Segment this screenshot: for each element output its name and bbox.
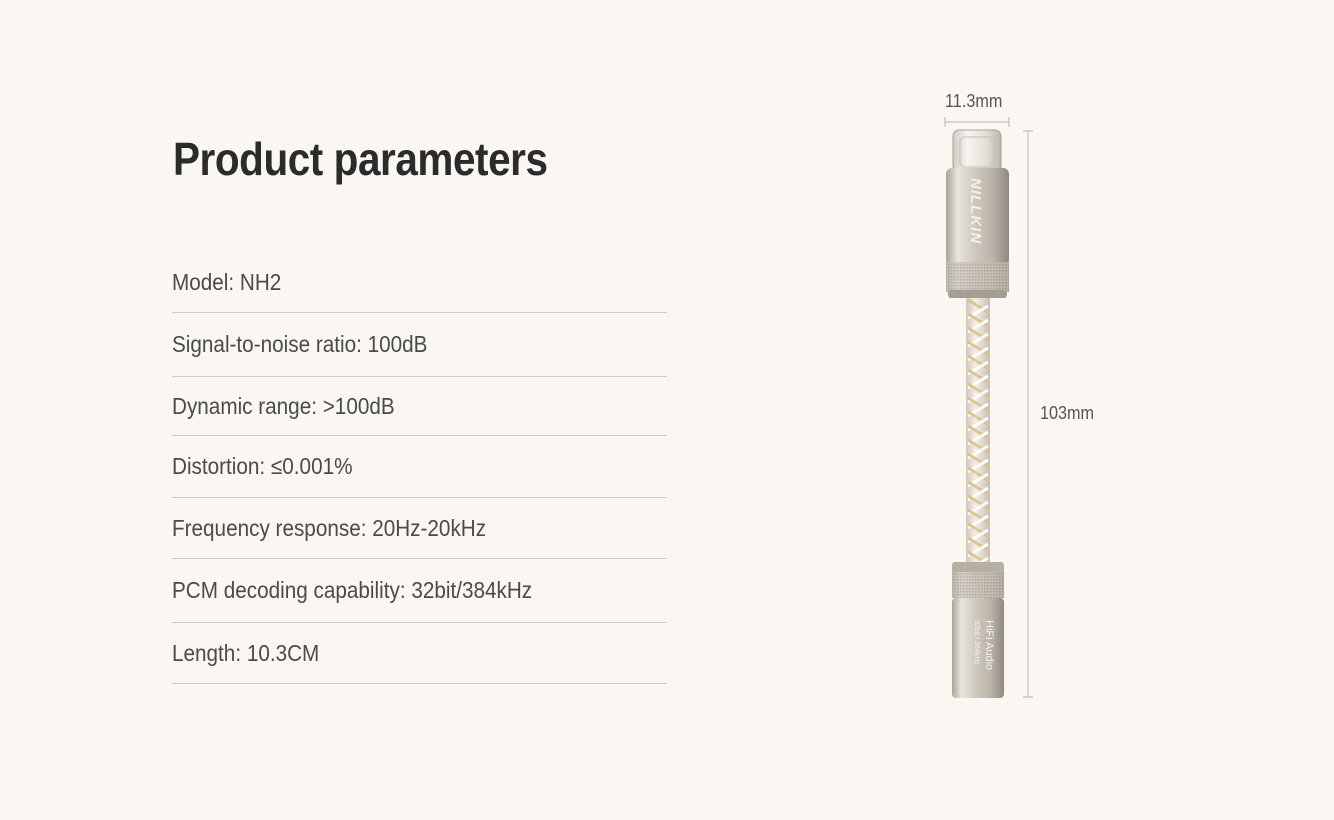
length-dimension-label: 103mm (1040, 403, 1095, 423)
param-row-snr: Signal-to-noise ratio: 100dB (172, 313, 667, 377)
usb-c-plug (953, 130, 1001, 172)
usb-c-housing (946, 168, 1009, 298)
param-row-dynamic-range: Dynamic range: >100dB (172, 377, 667, 436)
nillkin-logo: NILLKIN (967, 178, 984, 245)
braided-cable (966, 298, 990, 570)
param-row-model: Model: NH2 (172, 252, 667, 313)
jack-label-spec: 32bit / 384kHz (973, 620, 980, 665)
length-dimension-line (1023, 131, 1033, 697)
param-row-frequency-response: Frequency response: 20Hz-20kHz (172, 498, 667, 559)
param-row-length: Length: 10.3CM (172, 623, 667, 684)
audio-jack-housing (952, 562, 1004, 698)
param-row-pcm-decoding: PCM decoding capability: 32bit/384kHz (172, 559, 667, 623)
width-dimension-label: 11.3mm (945, 91, 1003, 111)
width-dimension-line (945, 117, 1009, 127)
param-row-distortion: Distortion: ≤0.001% (172, 436, 667, 498)
page-title: Product parameters (173, 133, 548, 185)
jack-label-hifi: HiFi Audio (983, 620, 995, 671)
